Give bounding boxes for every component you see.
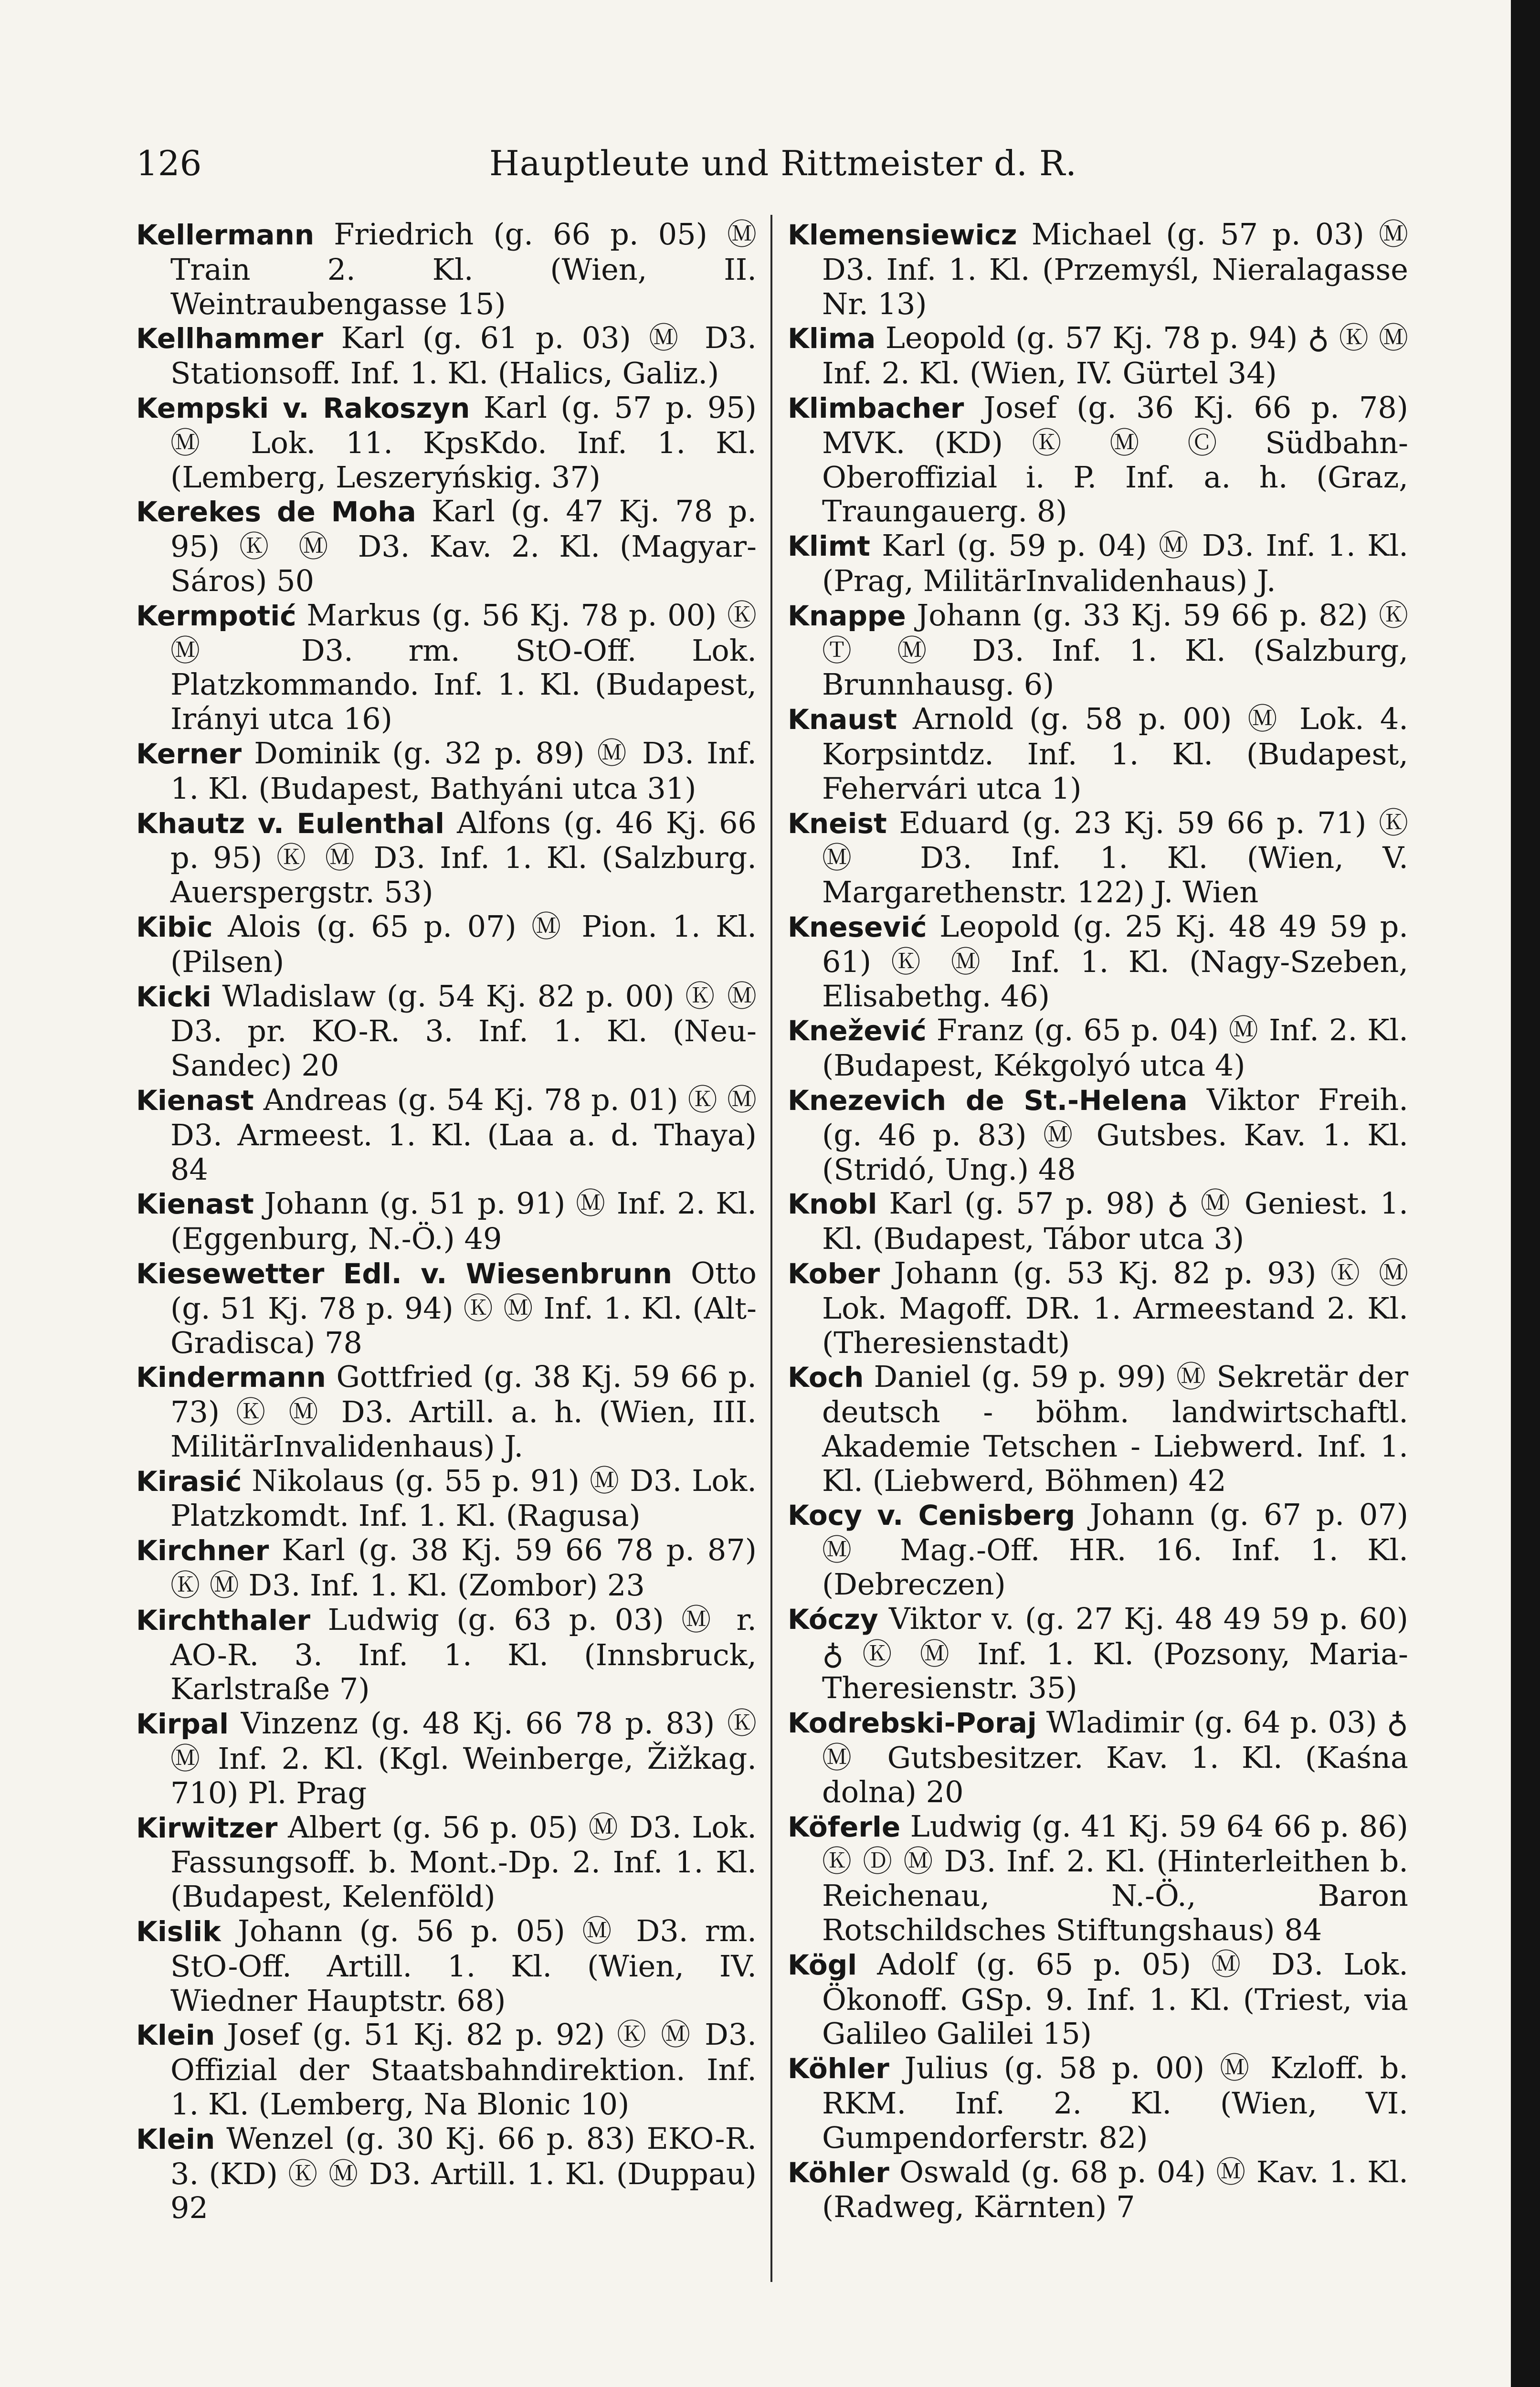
entry-details: Nikolaus (g. 55 p. 91) Ⓜ D3. Lok. Platzkomdt. Inf. 1. Kl. (Ragusa) [170, 1463, 757, 1533]
entry-surname: Köhler [788, 2156, 889, 2189]
entry-details: Karl (g. 57 p. 98) ♁ Ⓜ Geniest. 1. Kl. (Budapest, Tábor utca 3) [822, 1186, 1409, 1257]
entry-surname: Köferle [788, 1810, 901, 1843]
entry-surname: Klein [136, 2019, 215, 2052]
entry-surname: Kirwitzer [136, 1811, 278, 1844]
directory-entry [788, 1186, 1408, 1256]
directory-entry [788, 1083, 1408, 1186]
directory-entry [136, 1464, 757, 1533]
entry-surname: Klemensiewicz [788, 219, 1017, 251]
directory-entry [788, 1013, 1408, 1083]
entry-details: Franz (g. 65 p. 04) Ⓜ Inf. 2. Kl. (Budapest, Kékgolyó utca 4) [822, 1013, 1408, 1083]
column-divider [770, 215, 772, 2282]
entry-details: Ludwig (g. 63 p. 03) Ⓜ r. AO-R. 3. Inf. 1. Kl. (Innsbruck, Karlstraße 7) [170, 1602, 757, 1707]
page-header [136, 135, 1506, 192]
directory-entry [136, 1706, 757, 1810]
entry-details: Johann (g. 51 p. 91) Ⓜ Inf. 2. Kl. (Eggenburg, N.-Ö.) 49 [170, 1186, 757, 1257]
entry-surname: Kirchner [136, 1534, 269, 1567]
directory-entry [136, 2122, 757, 2225]
entry-details: Alfons (g. 46 Kj. 66 p. 95) Ⓚ Ⓜ D3. Inf. 1. Kl. (Salzburg. Auerspergstr. 53) [170, 805, 757, 910]
directory-entry [136, 1810, 757, 1914]
entry-surname: Kerekes de Moha [136, 496, 416, 528]
directory-entry [136, 494, 757, 598]
entry-surname: Kermpotić [136, 599, 296, 632]
directory-entry [788, 1256, 1408, 1360]
entry-details: Arnold (g. 58 p. 00) Ⓜ Lok. 4. Korpsintdz. Inf. 1. Kl. (Budapest, Fehervári utca 1) [822, 701, 1408, 806]
entry-details: Alois (g. 65 p. 07) Ⓜ Pion. 1. Kl. (Pilsen) [170, 908, 757, 979]
entry-details: Karl (g. 61 p. 03) Ⓜ D3. Stationsoff. Inf. 1. Kl. (Halics, Galiz.) [170, 320, 757, 391]
entry-surname: Kellermann [136, 219, 315, 251]
directory-entry [136, 1533, 757, 1603]
directory-entry [136, 391, 757, 494]
entry-details: Dominik (g. 32 p. 89) Ⓜ D3. Inf. 1. Kl. (Budapest, Bathyáni utca 31) [170, 735, 757, 806]
directory-entry [788, 1705, 1408, 1809]
entry-details: Johann (g. 56 p. 05) Ⓜ D3. rm. StO-Off. Artill. 1. Kl. (Wien, IV. Wiedner Hauptstr. 68) [170, 1913, 757, 2018]
entry-surname: Köhler [788, 2052, 889, 2085]
directory-entry [788, 1809, 1408, 1947]
entry-details: Gottfried (g. 38 Kj. 59 66 p. 73) Ⓚ Ⓜ D3. Artill. a. h. (Wien, III. MilitärInvalidenhaus) J. [170, 1359, 757, 1464]
entry-details: Wenzel (g. 30 Kj. 66 p. 83) EKO-R. 3. (KD) Ⓚ Ⓜ D3. Artill. 1. Kl. (Duppau) 92 [170, 2121, 757, 2226]
entry-surname: Kober [788, 1257, 880, 1290]
entry-details: Karl (g. 59 p. 04) Ⓜ D3. Inf. 1. Kl. (Prag, MilitärInvalidenhaus) J. [822, 528, 1408, 598]
entry-surname: Kirchthaler [136, 1604, 311, 1637]
entry-surname: Knesević [788, 910, 927, 943]
entry-details: Andreas (g. 54 Kj. 78 p. 01) Ⓚ Ⓜ D3. Armeest. 1. Kl. (Laa a. d. Thaya) 84 [170, 1082, 757, 1187]
left-column [136, 217, 757, 2225]
directory-entry [136, 736, 757, 806]
entry-details: Karl (g. 47 Kj. 78 p. 95) Ⓚ Ⓜ D3. Kav. 2. Kl. (Magyar-Sáros) 50 [170, 494, 757, 598]
directory-entry [136, 1083, 757, 1186]
directory-entry [136, 806, 757, 909]
entry-surname: Knappe [788, 599, 906, 632]
entry-details: Viktor v. (g. 27 Kj. 48 49 59 p. 60) ♁ Ⓚ Ⓜ Inf. 1. Kl. (Pozsony, Maria-Theresienstr. 35) [822, 1601, 1408, 1706]
entry-details: Friedrich (g. 66 p. 05) Ⓜ Train 2. Kl. (Wien, II. Weintraubengasse 15) [170, 217, 757, 321]
directory-entry [136, 2017, 757, 2121]
entry-surname: Klein [136, 2123, 215, 2155]
entry-surname: Kicki [136, 980, 211, 1013]
entry-details: Vinzenz (g. 48 Kj. 66 78 p. 83) Ⓚ Ⓜ Inf. 2. Kl. (Kgl. Weinberge, Žižkag. 710) Pl. Prag [170, 1706, 757, 1810]
entry-surname: Kirpal [136, 1708, 229, 1741]
running-title: Hauptleute und Rittmeister d. R. [489, 143, 1077, 183]
entry-surname: Knaust [788, 703, 897, 736]
entry-surname: Kneist [788, 807, 887, 840]
directory-entry [136, 598, 757, 736]
entry-details: Wladimir (g. 64 p. 03) ♁ Ⓜ Gutsbesitzer. Kav. 1. Kl. (Kaśna dolna) 20 [822, 1705, 1409, 1809]
entry-details: Karl (g. 57 p. 95) Ⓜ Lok. 11. KpsKdo. Inf. 1. Kl. (Lemberg, Leszeryńskig. 37) [170, 390, 757, 495]
entry-surname: Klima [788, 322, 876, 355]
directory-entry [788, 321, 1408, 391]
entry-surname: Knobl [788, 1188, 877, 1221]
directory-entry [136, 909, 757, 979]
directory-entry [788, 909, 1408, 1013]
directory-entry [788, 1360, 1408, 1498]
entry-details: Johann (g. 67 p. 07) Ⓜ Mag.-Off. HR. 16. Inf. 1. Kl. (Debreczen) [822, 1497, 1409, 1602]
entry-details: Josef (g. 36 Kj. 66 p. 78) MVK. (KD) Ⓚ Ⓜ Ⓒ Südbahn-Oberoffizial i. P. Inf. a. h. (Graz, Traungauerg. 8) [822, 390, 1408, 529]
entry-surname: Kienast [136, 1188, 254, 1221]
entry-details: Oswald (g. 68 p. 04) Ⓜ Kav. 1. Kl. (Radweg, Kärnten) 7 [822, 2154, 1408, 2225]
entry-surname: Khautz v. Eulenthal [136, 807, 444, 840]
entry-surname: Kocy v. Cenisberg [788, 1499, 1076, 1532]
entry-surname: Kirasić [136, 1465, 242, 1498]
entry-details: Josef (g. 51 Kj. 82 p. 92) Ⓚ Ⓜ D3. Offizial der Staatsbahndirektion. Inf. 1. Kl. (Lemberg, Na Blonic 10) [170, 2017, 757, 2122]
entry-surname: Kóczy [788, 1603, 878, 1636]
entry-surname: Koch [788, 1361, 864, 1394]
entry-surname: Kögl [788, 1948, 857, 1981]
entry-surname: Kibic [136, 910, 213, 943]
directory-entry [788, 217, 1408, 321]
entry-details: Johann (g. 53 Kj. 82 p. 93) Ⓚ Ⓜ Lok. Magoff. DR. 1. Armeestand 2. Kl. (Theresienstadt) [822, 1255, 1408, 1360]
entry-details: Wladislaw (g. 54 Kj. 82 p. 00) Ⓚ Ⓜ D3. pr. KO-R. 3. Inf. 1. Kl. (Neu-Sandec) 20 [170, 978, 757, 1083]
entry-details: Leopold (g. 25 Kj. 48 49 59 p. 61) Ⓚ Ⓜ Inf. 1. Kl. (Nagy-Szeben, Elisabethg. 46) [822, 908, 1408, 1014]
entry-details: Adolf (g. 65 p. 05) Ⓜ D3. Lok. Ökonoff. GSp. 9. Inf. 1. Kl. (Triest, via Galileo Galilei 15) [822, 1946, 1408, 2051]
directory-entry [788, 1498, 1408, 1601]
entry-surname: Kempski v. Rakoszyn [136, 391, 470, 424]
entry-details: Albert (g. 56 p. 05) Ⓜ D3. Lok. Fassungsoff. b. Mont.-Dp. 2. Inf. 1. Kl. (Budapest, Kelenföld) [170, 1809, 757, 1914]
directory-entry [136, 217, 757, 321]
entry-surname: Kienast [136, 1084, 254, 1117]
directory-entry [788, 1602, 1408, 1705]
entry-details: Markus (g. 56 Kj. 78 p. 00) Ⓚ Ⓜ D3. rm. StO-Off. Lok. Platzkommando. Inf. 1. Kl. (Budapest, Irányi utca 16) [170, 597, 757, 737]
entry-surname: Klimt [788, 530, 870, 563]
directory-entry [136, 1186, 757, 1256]
directory-entry [788, 2051, 1408, 2155]
entry-surname: Kislik [136, 1915, 221, 1948]
entry-details: Johann (g. 33 Kj. 59 66 p. 82) Ⓚ Ⓣ Ⓜ D3. Inf. 1. Kl. (Salzburg, Brunnhausg. 6) [822, 597, 1408, 702]
entry-details: Leopold (g. 57 Kj. 78 p. 94) ♁ Ⓚ Ⓜ Inf. 2. Kl. (Wien, IV. Gürtel 34) [822, 320, 1408, 391]
directory-entry [136, 321, 757, 391]
directory-entry [136, 1914, 757, 2017]
entry-surname: Knežević [788, 1014, 927, 1047]
book-binding-edge [1511, 0, 1540, 2387]
entry-surname: Kindermann [136, 1361, 326, 1394]
entry-details: Daniel (g. 59 p. 99) Ⓜ Sekretär der deutsch - böhm. landwirtschaftl. Akademie Tetschen - Liebwerd. Inf. 1. Kl. (Liebwerd, Böhmen) 42 [822, 1359, 1408, 1498]
entry-details: Michael (g. 57 p. 03) Ⓜ D3. Inf. 1. Kl. (Przemyśl, Nieralagasse Nr. 13) [822, 217, 1408, 321]
entry-details: Viktor Freih. (g. 46 p. 83) Ⓜ Gutsbes. Kav. 1. Kl. (Stridó, Ung.) 48 [822, 1082, 1408, 1187]
directory-entry [788, 598, 1408, 702]
directory-entry [788, 391, 1408, 528]
entry-details: Ludwig (g. 41 Kj. 59 64 66 p. 86) Ⓚ Ⓓ Ⓜ D3. Inf. 2. Kl. (Hinterleithen b. Reichenau, N.-Ö., Baron Rotschildsches Stiftungshaus) 84 [822, 1808, 1408, 1948]
entry-details: Eduard (g. 23 Kj. 59 66 p. 71) Ⓚ Ⓜ D3. Inf. 1. Kl. (Wien, V. Margarethenstr. 122) J. Wien [822, 805, 1408, 910]
page-number: 126 [136, 143, 202, 183]
entry-details: Karl (g. 38 Kj. 59 66 78 p. 87) Ⓚ Ⓜ D3. Inf. 1. Kl. (Zombor) 23 [170, 1532, 757, 1603]
directory-entry [136, 1603, 757, 1706]
directory-entry [788, 806, 1408, 909]
directory-entry [136, 1360, 757, 1463]
directory-entry [788, 702, 1408, 805]
entry-details: Otto (g. 51 Kj. 78 p. 94) Ⓚ Ⓜ Inf. 1. Kl. (Alt-Gradisca) 78 [170, 1255, 757, 1360]
entry-surname: Knezevich de St.-Helena [788, 1084, 1188, 1117]
entry-surname: Kerner [136, 737, 242, 770]
entry-surname: Kiesewetter Edl. v. Wiesenbrunn [136, 1257, 673, 1290]
directory-entry [788, 2155, 1408, 2225]
right-column [788, 217, 1408, 2224]
entry-surname: Kodrebski-Poraj [788, 1707, 1037, 1740]
entry-surname: Klimbacher [788, 391, 964, 424]
directory-entry [788, 528, 1408, 598]
directory-entry [136, 979, 757, 1083]
directory-entry [788, 1947, 1408, 2051]
entry-details: Julius (g. 58 p. 00) Ⓜ Kzloff. b. RKM. Inf. 2. Kl. (Wien, VI. Gumpendorferstr. 82) [822, 2050, 1408, 2155]
directory-entry [136, 1256, 757, 1360]
entry-surname: Kellhammer [136, 322, 324, 355]
